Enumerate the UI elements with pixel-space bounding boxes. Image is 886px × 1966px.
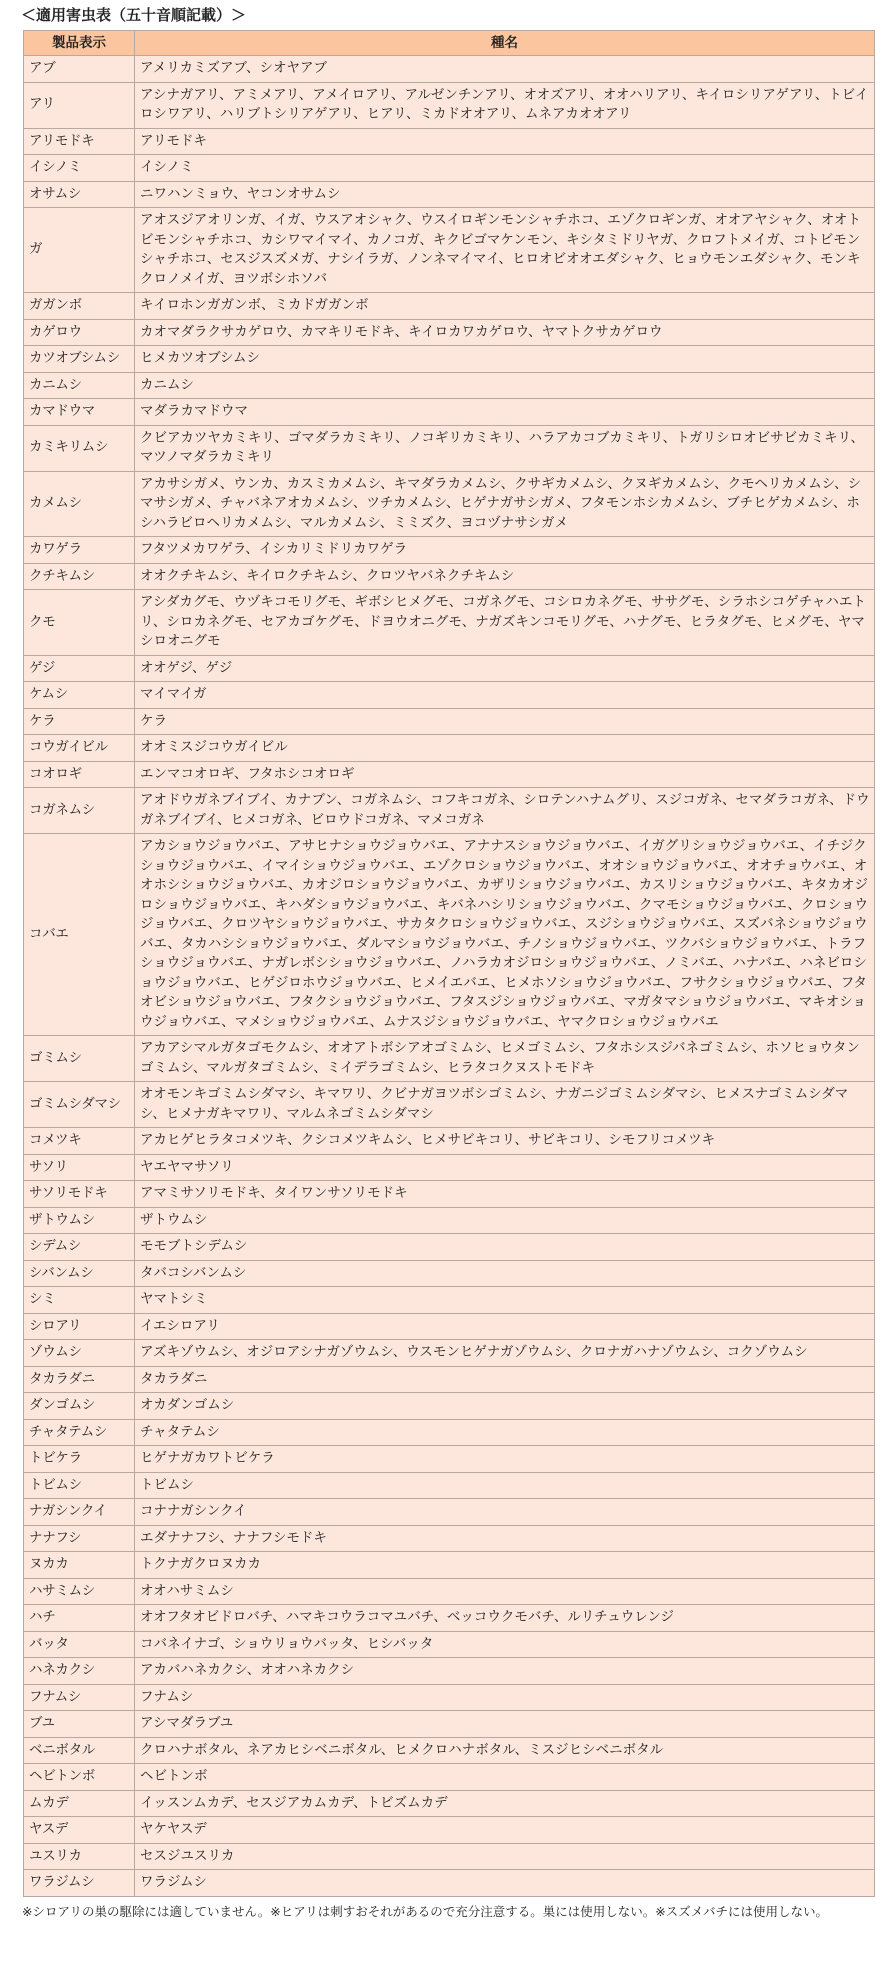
table-row [24,181,875,208]
table-row [24,682,875,709]
table-row [24,1658,875,1685]
product-label-cell: ベニボタル [24,1737,135,1764]
product-label-cell: ゴミムシ [24,1036,135,1082]
species-list-cell: マイマイガ [135,682,875,709]
footnote: ※シロアリの巣の駆除には適していません。※ヒアリは刺すおそれがあるので充分注意する。巣には使用しない。※スズメバチには使用しない。 [22,1903,829,1919]
table-row [24,1393,875,1420]
table-row [24,1446,875,1473]
product-label-cell: ヤスデ [24,1817,135,1844]
product-label-cell: ヌカカ [24,1552,135,1579]
species-list-cell: トビムシ [135,1472,875,1499]
table-row [24,1605,875,1632]
species-list-cell: オオモンキゴミムシダマシ、キマワリ、クビナガヨツボシゴミムシ、ナガニジゴミムシダマシ、ヒメスナゴミムシダマシ、ヒメナガキマワリ、マルムネゴミムシダマシ [135,1082,875,1128]
table-row [24,1340,875,1367]
table-row [24,1631,875,1658]
product-label-cell: ブユ [24,1711,135,1738]
species-list-cell: ザトウムシ [135,1207,875,1234]
table-row [24,735,875,762]
product-label-cell: ゴミムシダマシ [24,1082,135,1128]
species-list-cell: チャタテムシ [135,1419,875,1446]
product-label-cell: ケラ [24,708,135,735]
table-row [24,1684,875,1711]
species-list-cell: ワラジムシ [135,1870,875,1897]
product-label-cell: オサムシ [24,181,135,208]
product-label-cell: ダンゴムシ [24,1393,135,1420]
species-list-cell: フタツメカワゲラ、イシカリミドリカワゲラ [135,537,875,564]
table-row [24,155,875,182]
table-row [24,1817,875,1844]
table-row [24,1082,875,1128]
product-label-cell: コガネムシ [24,788,135,834]
species-list-cell: タバコシバンムシ [135,1260,875,1287]
page-title: ＜適用害虫表（五十音順記載）＞ [21,6,247,24]
pest-table [23,30,875,1897]
species-list-cell: オオミスジコウガイビル [135,735,875,762]
species-list-cell: ヤマトシミ [135,1287,875,1314]
product-label-cell: サソリ [24,1154,135,1181]
table-row [24,1525,875,1552]
table-body [24,56,875,1897]
table-row [24,319,875,346]
product-label-cell: トビケラ [24,1446,135,1473]
product-label-cell: フナムシ [24,1684,135,1711]
table-row [24,399,875,426]
species-list-cell: オカダンゴムシ [135,1393,875,1420]
table-row [24,1419,875,1446]
product-label-cell: ガ [24,208,135,293]
table-row [24,208,875,293]
table-row [24,1366,875,1393]
product-label-cell: ケムシ [24,682,135,709]
species-list-cell: モモブトシデムシ [135,1234,875,1261]
species-list-cell: アリモドキ [135,128,875,155]
product-label-cell: ゲジ [24,655,135,682]
species-list-cell: イッスンムカデ、セスジアカムカデ、トビズムカデ [135,1790,875,1817]
table-row [24,1181,875,1208]
table-row [24,537,875,564]
table-row [24,1313,875,1340]
product-label-cell: カゲロウ [24,319,135,346]
species-list-cell: コバネイナゴ、ショウリョウバッタ、ヒシバッタ [135,1631,875,1658]
species-list-cell: ヒメカツオブシムシ [135,346,875,373]
product-label-cell: イシノミ [24,155,135,182]
species-list-cell: セスジユスリカ [135,1843,875,1870]
species-list-cell: ケラ [135,708,875,735]
product-label-cell: コメツキ [24,1128,135,1155]
product-label-cell: シロアリ [24,1313,135,1340]
species-list-cell: オオクチキムシ、キイロクチキムシ、クロツヤバネクチキムシ [135,563,875,590]
product-label-cell: カツオブシムシ [24,346,135,373]
table-row [24,1499,875,1526]
species-list-cell: イシノミ [135,155,875,182]
table-row [24,761,875,788]
product-label-cell: シバンムシ [24,1260,135,1287]
product-label-cell: ハネカクシ [24,1658,135,1685]
species-list-cell: アメリカミズアブ、シオヤアブ [135,56,875,83]
product-label-cell: ガガンボ [24,293,135,320]
table-row [24,1711,875,1738]
species-list-cell: エンマコオロギ、フタホシコオロギ [135,761,875,788]
product-label-cell: ワラジムシ [24,1870,135,1897]
species-list-cell: キイロホンガガンボ、ミカドガガンボ [135,293,875,320]
species-list-cell: オオゲジ、ゲジ [135,655,875,682]
product-label-cell: ナナフシ [24,1525,135,1552]
product-label-cell: クモ [24,590,135,656]
species-list-cell: フナムシ [135,1684,875,1711]
species-list-cell: アズキゾウムシ、オジロアシナガゾウムシ、ウスモンヒゲナガゾウムシ、クロナガハナゾウムシ、コクゾウムシ [135,1340,875,1367]
species-list-cell: アシマダラブユ [135,1711,875,1738]
product-label-cell: トビムシ [24,1472,135,1499]
product-label-cell: シデムシ [24,1234,135,1261]
column-header-product: 製品表示 [24,31,135,56]
species-list-cell: クロハナボタル、ネアカヒシベニボタル、ヒメクロハナボタル、ミスジヒシベニボタル [135,1737,875,1764]
species-list-cell: アカサシガメ、ウンカ、カスミカメムシ、キマダラカメムシ、クサギカメムシ、クヌギカメムシ、クモヘリカメムシ、シマサシガメ、チャバネアオカメムシ、ツチカメムシ、ヒゲナガサシガメ、フタモンホシカメムシ、ブチヒゲカメムシ、ホシハラビロヘリカメムシ、マルカメムシ、ミミズク、ヨコヅナサシガメ [135,471,875,537]
species-list-cell: ニワハンミョウ、ヤコンオサムシ [135,181,875,208]
table-row [24,590,875,656]
table-row [24,708,875,735]
species-list-cell: アシナガアリ、アミメアリ、アメイロアリ、アルゼンチンアリ、オオズアリ、オオハリアリ、キイロシリアゲアリ、トビイロシワアリ、ハリブトシリアゲアリ、ヒアリ、ミカドオオアリ、ムネアカオオアリ [135,82,875,128]
product-label-cell: クチキムシ [24,563,135,590]
product-label-cell: アリモドキ [24,128,135,155]
product-label-cell: ゾウムシ [24,1340,135,1367]
table-row [24,788,875,834]
table-row [24,1790,875,1817]
product-label-cell: ハチ [24,1605,135,1632]
table-row [24,655,875,682]
table-row [24,128,875,155]
species-list-cell: マダラカマドウマ [135,399,875,426]
species-list-cell: オオハサミムシ [135,1578,875,1605]
product-label-cell: カメムシ [24,471,135,537]
table-row [24,563,875,590]
species-list-cell: アカバハネカクシ、オオハネカクシ [135,1658,875,1685]
table-row [24,1843,875,1870]
species-list-cell: カオマダラクサカゲロウ、カマキリモドキ、キイロカワカゲロウ、ヤマトクサカゲロウ [135,319,875,346]
species-list-cell: オオフタオビドロバチ、ハマキコウラコマユバチ、ベッコウクモバチ、ルリチュウレンジ [135,1605,875,1632]
product-label-cell: バッタ [24,1631,135,1658]
product-label-cell: チャタテムシ [24,1419,135,1446]
table-row [24,1870,875,1897]
table-row [24,56,875,83]
table-row [24,1207,875,1234]
species-list-cell: トクナガクロヌカカ [135,1552,875,1579]
product-label-cell: ヘビトンボ [24,1764,135,1791]
product-label-cell: ナガシンクイ [24,1499,135,1526]
species-list-cell: アカショウジョウバエ、アサヒナショウジョウバエ、アナナスショウジョウバエ、イガグリショウジョウバエ、イチジクショウジョウバエ、イマイショウジョウバエ、エゾクロショウジョウバエ、オオショウジョウバエ、オオチョウバエ、オオホシショウジョウバエ、カオジロショウジョウバエ、カザリショウジョウバエ、カスリショウジョウバエ、キタカオジロショウジョウバエ、キハダショウジョウバエ、キバネハシリショウジョウバエ、クマモショウジョウバエ、クロショウジョウバエ、クロツヤショウジョウバエ、サカタクロショウジョウバエ、スジショウジョウバエ、スズバネショウジョウバエ、タカハシショウジョウバエ、ダルマショウジョウバエ、チノショウジョウバエ、ツクバショウジョウバエ、トラフショウジョウバエ、ナガレボシショウジョウバエ、ノハラカオジロショウジョウバエ、ノミバエ、ハナバエ、ハネビロショウジョウバエ、ヒゲジロホウジョウバエ、ヒメイエバエ、ヒメホソショウジョウバエ、フサクショウジョウバエ、フタオビショウジョウバエ、フタクショウジョウバエ、フタスジショウジョウバエ、マガタマショウジョウバエ、マキオショウジョウバエ、マメショウジョウバエ、ムナスジショウジョウバエ、ヤマクロショウジョウバエ [135,834,875,1036]
table-row [24,1287,875,1314]
species-list-cell: アカアシマルガタゴモクムシ、オオアトボシアオゴミムシ、ヒメゴミムシ、フタホシスジバネゴミムシ、ホソヒョウタンゴミムシ、マルガタゴミムシ、ミイデラゴミムシ、ヒラタコクヌストモドキ [135,1036,875,1082]
product-label-cell: コバエ [24,834,135,1036]
table-row [24,1472,875,1499]
product-label-cell: ムカデ [24,1790,135,1817]
species-list-cell: アカヒゲヒラタコメツキ、クシコメツキムシ、ヒメサビキコリ、サビキコリ、シモフリコメツキ [135,1128,875,1155]
table-row [24,1552,875,1579]
column-header-species: 種名 [135,31,875,56]
table-row [24,834,875,1036]
species-list-cell: アマミサソリモドキ、タイワンサソリモドキ [135,1181,875,1208]
species-list-cell: タカラダニ [135,1366,875,1393]
table-row [24,1128,875,1155]
species-list-cell: ヤケヤスデ [135,1817,875,1844]
product-label-cell: カマドウマ [24,399,135,426]
table-row [24,1737,875,1764]
table-row [24,346,875,373]
product-label-cell: ハサミムシ [24,1578,135,1605]
product-label-cell: カワゲラ [24,537,135,564]
species-list-cell: クビアカツヤカミキリ、ゴマダラカミキリ、ノコギリカミキリ、ハラアカコブカミキリ、トガリシロオビサビカミキリ、マツノマダラカミキリ [135,425,875,471]
species-list-cell: アオドウガネブイブイ、カナブン、コガネムシ、コフキコガネ、シロテンハナムグリ、スジコガネ、セマダラコガネ、ドウガネブイブイ、ヒメコガネ、ビロウドコガネ、マメコガネ [135,788,875,834]
species-list-cell: エダナナフシ、ナナフシモドキ [135,1525,875,1552]
table-row [24,82,875,128]
product-label-cell: アリ [24,82,135,128]
table-header-row [24,31,875,56]
species-list-cell: アシダカグモ、ウヅキコモリグモ、ギボシヒメグモ、コガネグモ、コシロカネグモ、ササグモ、シラホシコゲチャハエトリ、シロカネグモ、セアカゴケグモ、ドヨウオニグモ、ナガズキンコモリグモ、ハナグモ、ヒラタグモ、ヒメグモ、ヤマシロオニグモ [135,590,875,656]
table-row [24,293,875,320]
table-row [24,372,875,399]
species-list-cell: アオスジアオリンガ、イガ、ウスアオシャク、ウスイロギンモンシャチホコ、エゾクロギンガ、オオアヤシャク、オオトビモンシャチホコ、カシワマイマイ、カノコガ、キクビゴマケンモン、キシタミドリヤガ、クロフトメイガ、コトビモンシャチホコ、セスジスズメガ、ナシイラガ、ノンネマイマイ、ヒロオビオオエダシャク、ヒョウモンエダシャク、モンキクロノメイガ、ヨツボシホソバ [135,208,875,293]
species-list-cell: ヒゲナガカワトビケラ [135,1446,875,1473]
product-label-cell: ザトウムシ [24,1207,135,1234]
product-label-cell: サソリモドキ [24,1181,135,1208]
table-row [24,425,875,471]
species-list-cell: コナナガシンクイ [135,1499,875,1526]
table-row [24,1578,875,1605]
table-row [24,1154,875,1181]
product-label-cell: シミ [24,1287,135,1314]
species-list-cell: ヘビトンボ [135,1764,875,1791]
product-label-cell: コウガイビル [24,735,135,762]
species-list-cell: イエシロアリ [135,1313,875,1340]
table-row [24,1764,875,1791]
species-list-cell: ヤエヤマサソリ [135,1154,875,1181]
table-row [24,471,875,537]
product-label-cell: コオロギ [24,761,135,788]
table-row [24,1260,875,1287]
product-label-cell: カニムシ [24,372,135,399]
product-label-cell: カミキリムシ [24,425,135,471]
product-label-cell: ユスリカ [24,1843,135,1870]
product-label-cell: アブ [24,56,135,83]
species-list-cell: カニムシ [135,372,875,399]
table-row [24,1234,875,1261]
product-label-cell: タカラダニ [24,1366,135,1393]
table-row [24,1036,875,1082]
